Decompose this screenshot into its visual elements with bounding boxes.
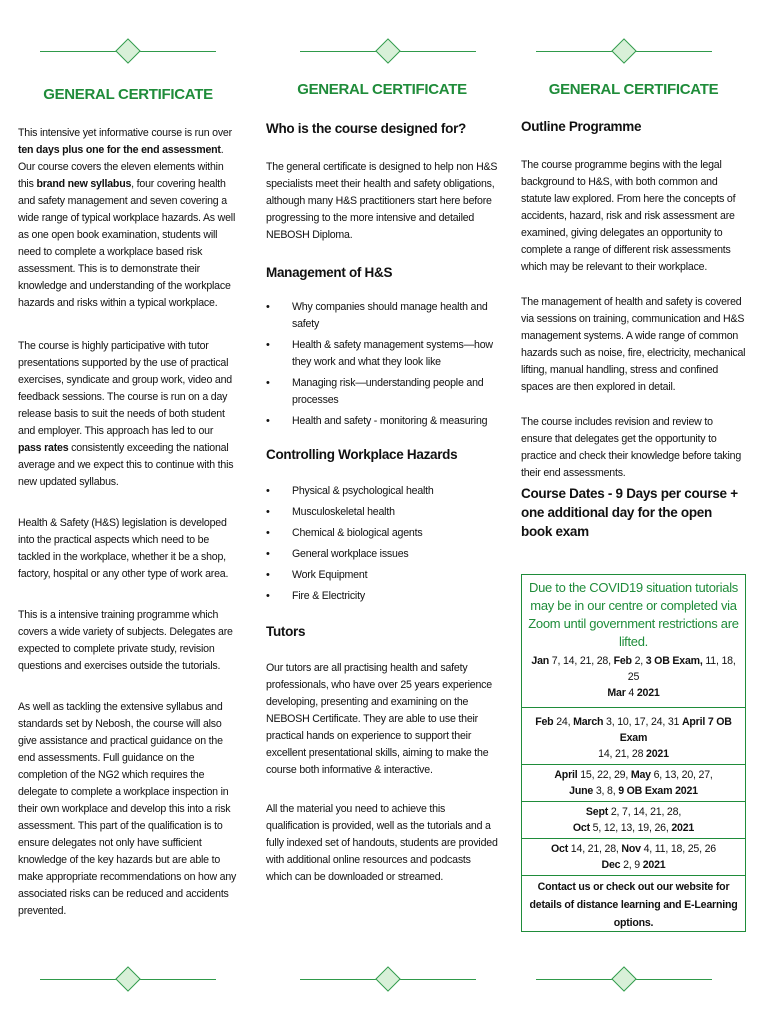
column-3 (521, 81, 746, 541)
column-1 (18, 86, 238, 939)
dates-heading: Course Dates - 9 Days per course + one additional day for the open book exam (521, 486, 738, 539)
assessment-paragraph: As well as tackling the extensive syllabus and standards set by Nebosh, the course will also give assistance and practical guidance on the end assessments. Full guidance on the completion of the NG2 which requires the delegate to complete a workplace inspection in their own workplace and develop this into a risk assessment. This part of the qualification is to ensure delegates not only have sufficient knowledge of the key hazards but are able to make appropriate recommendations on how any associated risks can be reduced and accidents prevented. (18, 701, 237, 917)
ornament-top-3 (536, 39, 712, 65)
who-heading: Who is the course designed for? (266, 121, 466, 136)
list-item: • Health and safety - monitoring & measuring (266, 413, 498, 430)
column-3-title: GENERAL CERTIFICATE (548, 81, 719, 98)
contact-note: Contact us or check out our website for details of distance learning and E-Learning options. (522, 875, 745, 934)
list-item: • Physical & psychological health (266, 483, 498, 500)
hazards-list (266, 483, 498, 605)
date-block-1: Jan 7, 14, 21, 28, Feb 2, 3 OB Exam, 11, 18, 25 Mar 4 2021 (531, 655, 736, 699)
covid-notice: Due to the COVID19 situation tutorials may be in our centre or completed via Zoom until government restrictions are lifted. (528, 580, 739, 649)
outline-heading: Outline Programme (521, 119, 642, 134)
outline-paragraph-3: The course includes revision and review to ensure that delegates get the opportunity to practice and check their knowledge before taking their end assessments. (521, 416, 742, 479)
management-list (266, 299, 498, 430)
ornament-bottom-3 (536, 967, 712, 993)
intro-paragraph: This intensive yet informative course is run over ten days plus one for the end assessment. Our course covers the eleven elements within this brand new syllabus, four covering health and safety management and seven covering a wide range of typical workplace hazards. As well as one open book examination, students will need to complete a workplace based risk assessment. This is to demonstrate their knowledge and understanding of the workplace hazards and risks within a typical workplace. (18, 127, 236, 309)
legislation-paragraph: Health & Safety (H&S) legislation is developed into the practical aspects which need to be tackled in the workplace, whether it be a shop, factory, hospital or any other type of work area. (18, 517, 229, 580)
list-item: • Chemical & biological agents (266, 525, 498, 542)
who-paragraph: The general certificate is designed to help non H&S specialists meet their health and safety obligations, although many H&S practitioners start here before progressing to the more intensive and detailed NEBOSH Diploma. (266, 161, 498, 241)
outline-paragraph-1: The course programme begins with the legal background to H&S, with both common and statute law explored. From here the concepts of accidents, hazard, risk and risk assessment are examined, giving delegates an opportunity to complete a range of different risk assessments which may be relevant to their workplace. (521, 159, 736, 273)
list-item: • Managing risk—understanding people and processes (266, 375, 498, 409)
list-item: • General workplace issues (266, 546, 498, 563)
date-block-5: Oct 14, 21, 28, Nov 4, 11, 18, 25, 26 Dec 2, 9 2021 (522, 838, 745, 875)
diamond-icon (611, 38, 636, 63)
column-2-title: GENERAL CERTIFICATE (297, 81, 467, 98)
list-item: • Health & safety management systems—how they work and what they look like (266, 337, 498, 371)
tutors-paragraph: Our tutors are all practising health and safety professionals, who have over 25 years experience developing, presenting and examining on the NEBOSH Certificate. They are able to use their practical hands on experience to support their excellent presentational skills, aiming to make the course both informative & interactive. (266, 662, 492, 776)
diamond-icon (115, 966, 140, 991)
list-item: • Why companies should manage health and safety (266, 299, 498, 333)
course-dates-box (521, 574, 746, 932)
date-block-3: April 15, 22, 29, May 6, 13, 20, 27, June 3, 8, 9 OB Exam 2021 (522, 764, 745, 801)
tutors-heading: Tutors (266, 624, 306, 639)
date-block-2: Feb 24, March 3, 10, 17, 24, 31 April 7 OB Exam 14, 21, 28 2021 (522, 707, 745, 764)
column-1-title: GENERAL CERTIFICATE (43, 86, 213, 103)
management-heading: Management of H&S (266, 265, 393, 280)
outline-paragraph-2: The management of health and safety is covered via sessions on training, communication and H&S management systems. A wide range of common hazards such as noise, fire, electricity, mechanical lifting, manual handling, stress and confined spaces are then explored in detail. (521, 296, 746, 393)
material-paragraph: All the material you need to achieve this qualification is provided, well as the tutorials and a fully indexed set of handouts, students are provided with additional online resources and podcasts which can be downloaded or streamed. (266, 803, 498, 883)
diamond-icon (115, 38, 140, 63)
ornament-top-2 (300, 39, 476, 65)
diamond-icon (611, 966, 636, 991)
diamond-icon (375, 966, 400, 991)
ornament-bottom-1 (40, 967, 216, 993)
hazards-heading: Controlling Workplace Hazards (266, 447, 458, 462)
list-item: • Fire & Electricity (266, 588, 498, 605)
participative-paragraph: The course is highly participative with tutor presentations supported by the use of practical exercises, syndicate and group work, video and feedback sessions. The course is run on a day release basis to suit the needs of both student and employer. This approach has led to our pass rates consistently exceeding the national average and we expect this to continue with this new updated syllabus. (18, 340, 234, 488)
programme-paragraph: This is a intensive training programme which covers a wide variety of subjects. Delegates are expected to complete private study, revision questions and exercises outside the tutorials. (18, 609, 233, 672)
list-item: • Work Equipment (266, 567, 498, 584)
column-2 (266, 81, 498, 905)
ornament-top-1 (40, 39, 216, 65)
diamond-icon (375, 38, 400, 63)
ornament-bottom-2 (300, 967, 476, 993)
date-block-4: Sept 2, 7, 14, 21, 28, Oct 5, 12, 13, 19, 26, 2021 (522, 801, 745, 838)
list-item: • Musculoskeletal health (266, 504, 498, 521)
